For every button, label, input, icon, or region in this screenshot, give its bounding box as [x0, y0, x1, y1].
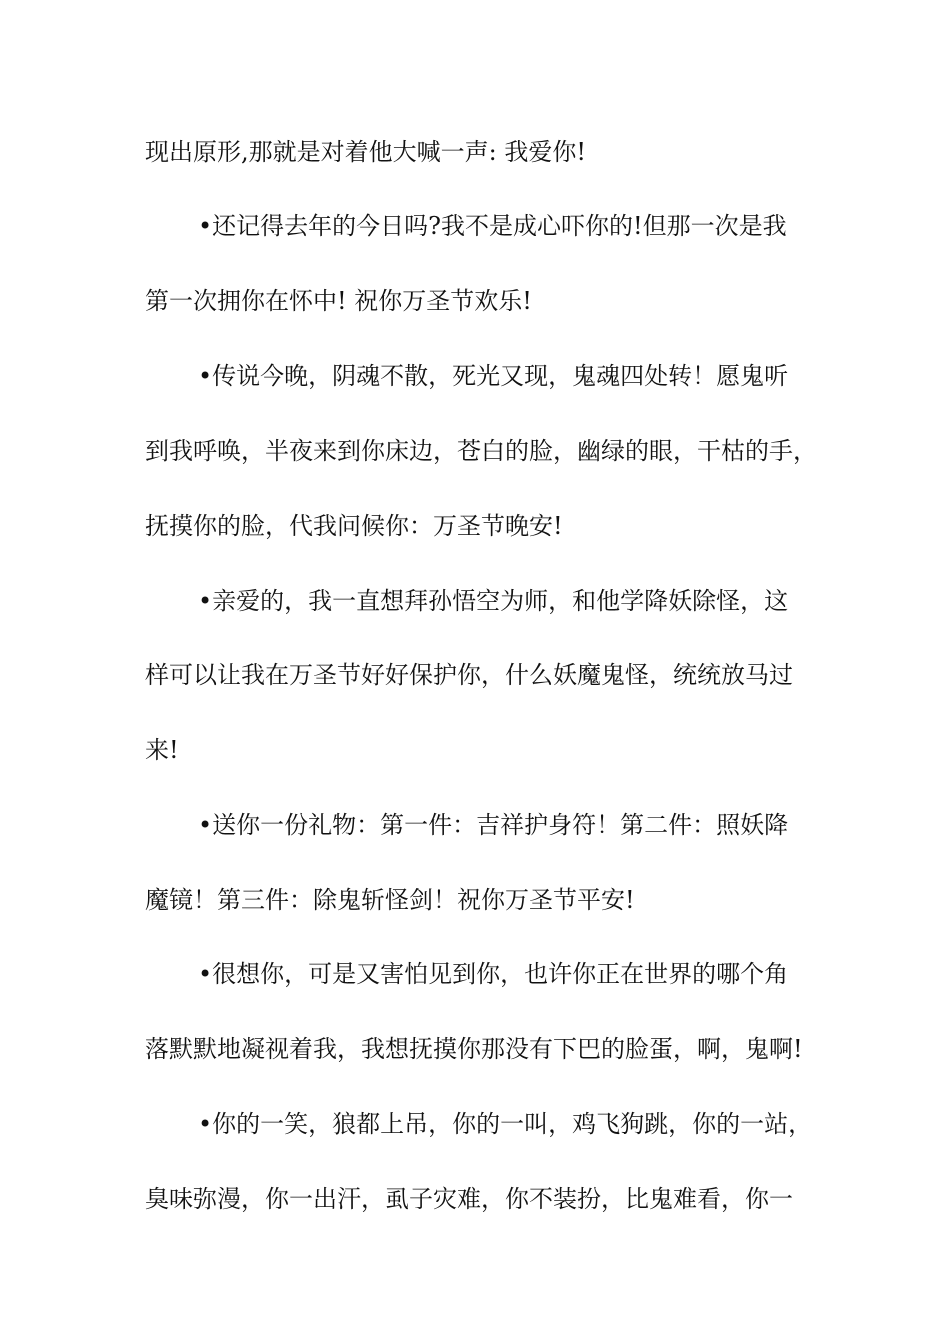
text-line: 来!: [145, 736, 179, 764]
text-line: •还记得去年的今日吗?我不是成心吓你的!但那一次是我: [198, 212, 787, 240]
text-line: 第一次拥你在怀中! 祝你万圣节欢乐!: [145, 287, 532, 315]
text-line: •传说今晚，阴魂不散，死光又现，鬼魂四处转！愿鬼听: [198, 362, 789, 390]
text-line: •很想你，可是又害怕见到你，也许你正在世界的哪个角: [198, 960, 789, 988]
text-line: 落默默地凝视着我，我想抚摸你那没有下巴的脸蛋，啊，鬼啊!: [145, 1035, 803, 1063]
text-line: •送你一份礼物：第一件：吉祥护身符！第二件：照妖降: [198, 811, 789, 839]
text-line: •你的一笑，狼都上吊，你的一叫，鸡飞狗跳，你的一站，: [198, 1110, 813, 1138]
text-line: 魔镜！第三件：除鬼斩怪剑！祝你万圣节平安!: [145, 886, 635, 914]
text-line: 抚摸你的脸，代我问候你：万圣节晚安!: [145, 512, 563, 540]
text-line: 样可以让我在万圣节好好保护你，什么妖魔鬼怪，统统放马过: [145, 661, 793, 689]
text-line: 臭味弥漫，你一出汗，虱子灾难，你不装扮，比鬼难看，你一: [145, 1185, 793, 1213]
text-line: 现出原形,那就是对着他大喊一声: 我爱你!: [145, 138, 586, 166]
text-line: 到我呼唤，半夜来到你床边，苍白的脸，幽绿的眼，干枯的手，: [145, 437, 817, 465]
text-line: •亲爱的，我一直想拜孙悟空为师，和他学降妖除怪，这: [198, 587, 789, 615]
